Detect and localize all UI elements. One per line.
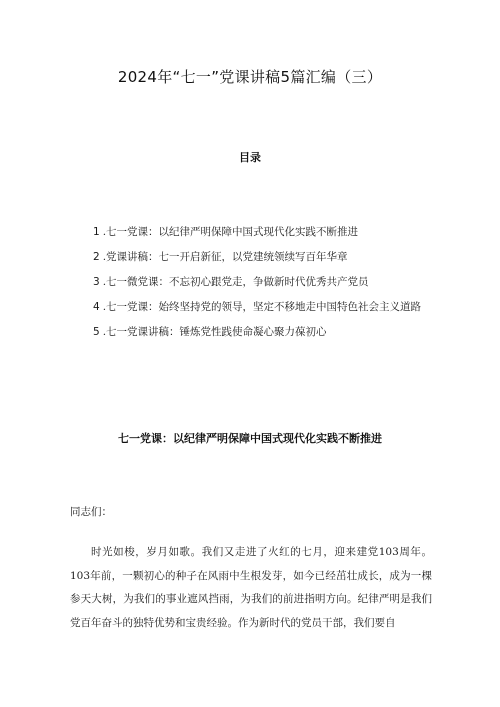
toc-item-5	[93, 320, 438, 345]
table-of-contents	[93, 220, 438, 345]
toc-item-text: .七一微党课：不忘初心跟党走，争做新时代优秀共产党员	[102, 276, 369, 288]
section-title: 七一党课：以纪律严明保障中国式现代化实践不断推进	[118, 432, 382, 445]
toc-heading: 目录	[239, 151, 261, 164]
document-title: 2024年“七一”党课讲稿5篇汇编（三）	[117, 68, 383, 86]
toc-item-text: .七一党课：始终坚持党的领导，坚定不移地走中国特色社会主义道路	[102, 301, 422, 313]
toc-item-1	[93, 220, 438, 245]
salutation: 同志们：	[70, 506, 112, 518]
toc-item-number: 1	[93, 226, 100, 238]
toc-item-number: 5	[93, 326, 100, 338]
toc-item-text: .七一党课：以纪律严明保障中国式现代化实践不断推进	[102, 226, 359, 238]
toc-item-number: 2	[93, 251, 100, 263]
toc-item-2	[93, 245, 438, 270]
toc-item-text: .七一党课讲稿：锤炼党性践使命凝心聚力葆初心	[102, 326, 327, 338]
toc-item-text: .党课讲稿：七一开启新征，以党建统领续写百年华章	[102, 251, 348, 263]
toc-item-4	[93, 295, 438, 320]
toc-item-number: 3	[93, 276, 100, 288]
toc-item-number: 4	[93, 301, 100, 313]
toc-item-3	[93, 270, 438, 295]
body-paragraph: 时光如梭，岁月如歌。我们又走进了火红的七月，迎来建党103周年。103年前，一颗初心的种子在风雨中生根发芽，如今已经茁壮成长，成为一棵参天大树，为我们的事业遮风挡雨，为我们的前进指明方向。纪律严明是我们党百年奋斗的独特优势和宝贵经验。作为新时代的党员干部，我们要自	[70, 546, 432, 629]
